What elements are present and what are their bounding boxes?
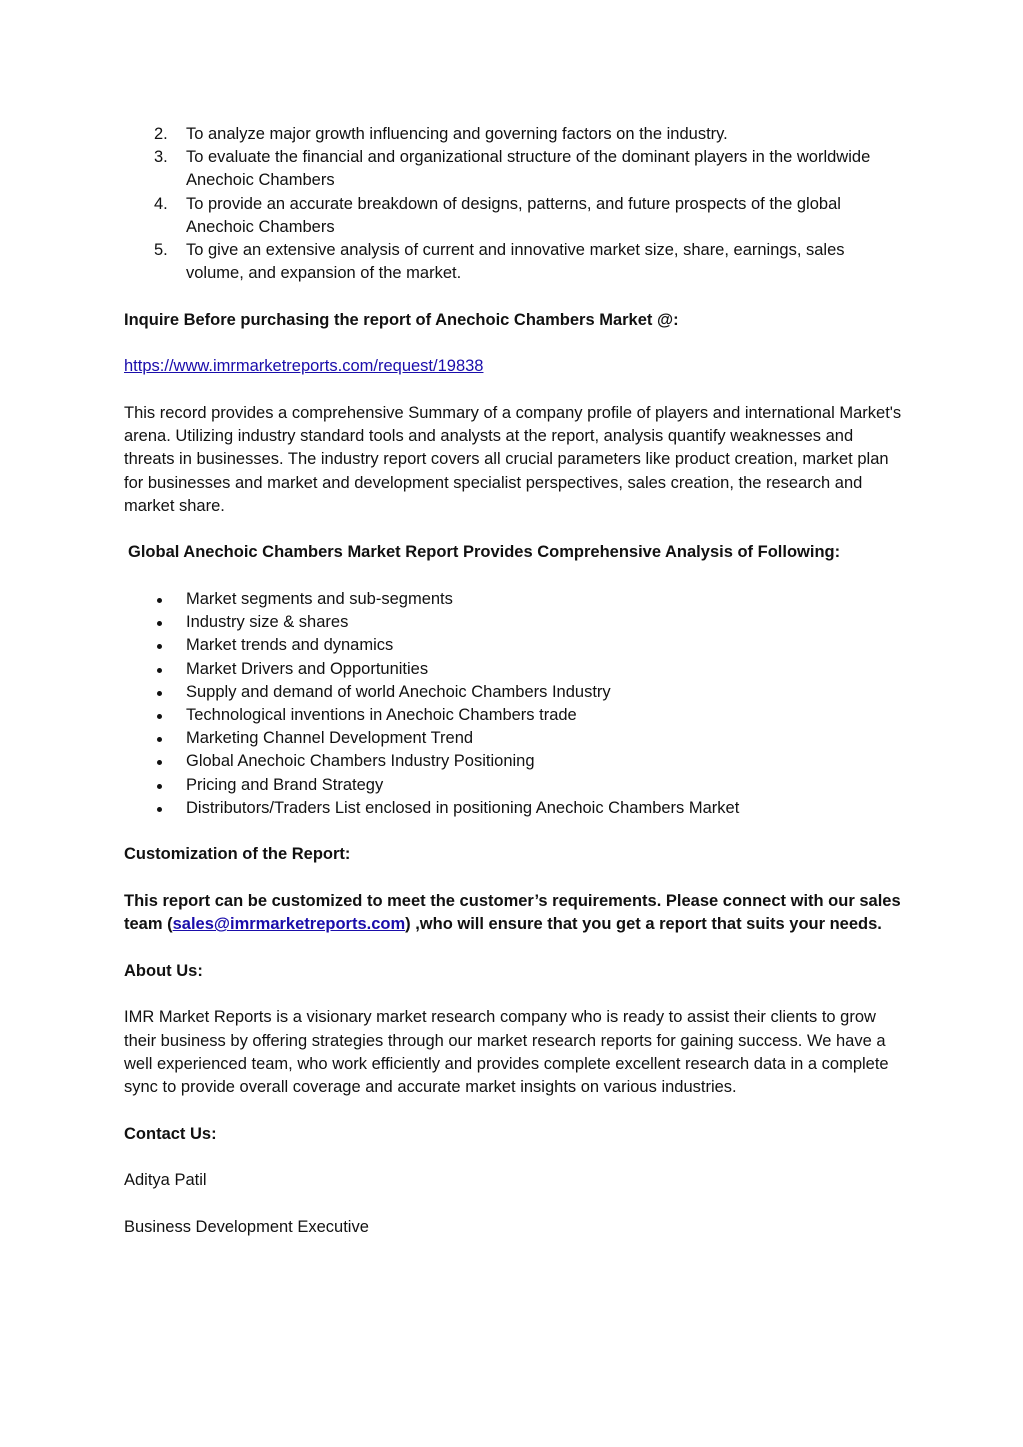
list-number: 4.	[154, 194, 168, 213]
list-item-text: Technological inventions in Anechoic Chambers trade	[186, 706, 577, 725]
sales-email-link[interactable]: sales@imrmarketreports.com	[172, 915, 406, 934]
bullet-icon	[157, 691, 162, 696]
list-item	[124, 146, 904, 192]
list-item-text: To provide an accurate breakdown of designs, patterns, and future prospects of the global Anechoic Chambers	[186, 194, 841, 236]
customization-paragraph	[124, 890, 904, 936]
customization-text-before: This report can be customized to meet the customer’s requirements. Please connect with our sales team (	[124, 892, 901, 934]
list-item-text: Distributors/Traders List enclosed in positioning Anechoic Chambers Market	[186, 798, 740, 817]
analysis-heading: Global Anechoic Chambers Market Report Provides Comprehensive Analysis of Following:	[128, 543, 841, 562]
list-item-text: Market segments and sub-segments	[186, 590, 453, 608]
list-item-text: To analyze major growth influencing and governing factors on the industry.	[186, 125, 728, 143]
list-number: 5.	[154, 241, 168, 260]
list-number: 2.	[154, 125, 168, 143]
list-item-text: Pricing and Brand Strategy	[186, 775, 384, 794]
bullet-icon	[157, 784, 162, 789]
list-item	[124, 727, 904, 750]
list-item	[124, 193, 904, 239]
list-item	[124, 611, 904, 634]
bullet-icon	[157, 714, 162, 719]
contact-title: Business Development Executive	[124, 1217, 369, 1236]
list-item-text: To give an extensive analysis of current and innovative market size, share, earnings, sales volume, and expansion of the market.	[186, 241, 845, 283]
about-paragraph: IMR Market Reports is a visionary market research company who is ready to assist their clients to grow their business by offering strategies through our market research reports for gaining success. We have a well experienced team, who work efficiently and provides complete excellent research data in a complete sync to provide overall coverage and accurate market insights on various industries.	[124, 1008, 889, 1097]
list-item-text: Supply and demand of world Anechoic Chambers Industry	[186, 682, 611, 701]
list-item	[124, 123, 904, 146]
analysis-list	[124, 588, 904, 820]
about-heading: About Us:	[124, 961, 203, 980]
list-item	[124, 774, 904, 797]
customization-text-after: ) ,who will ensure that you get a report that suits your needs.	[405, 915, 882, 934]
bullet-icon	[157, 760, 162, 765]
list-item	[124, 681, 904, 704]
list-item	[124, 634, 904, 657]
bullet-icon	[157, 598, 162, 603]
summary-paragraph: This record provides a comprehensive Summary of a company profile of players and international Market's arena. Utilizing industry standard tools and analysts at the report, analysis quantify weaknesses and threats in businesses. The industry report covers all crucial parameters like product creation, market plan for businesses and market and development specialist perspectives, sales creation, the research and market share.	[124, 404, 902, 515]
inquire-heading: Inquire Before purchasing the report of Anechoic Chambers Market @:	[124, 310, 679, 329]
list-item-text: To evaluate the financial and organizational structure of the dominant players in the worldwide Anechoic Chambers	[186, 148, 871, 190]
list-item	[124, 750, 904, 773]
list-item-text: Global Anechoic Chambers Industry Positioning	[186, 752, 535, 771]
list-number: 3.	[154, 148, 168, 167]
customization-heading: Customization of the Report:	[124, 845, 351, 864]
list-item	[124, 658, 904, 681]
list-item-text: Marketing Channel Development Trend	[186, 729, 474, 748]
list-item	[124, 239, 904, 285]
list-item	[124, 797, 904, 820]
list-item	[124, 588, 904, 611]
bullet-icon	[157, 644, 162, 649]
list-item-text: Market Drivers and Opportunities	[186, 659, 429, 678]
list-item-text: Industry size & shares	[186, 613, 349, 632]
contact-name: Aditya Patil	[124, 1171, 207, 1190]
bullet-icon	[157, 807, 162, 812]
objectives-list	[124, 123, 904, 285]
bullet-icon	[157, 737, 162, 742]
list-item-text: Market trends and dynamics	[186, 636, 394, 655]
inquire-link[interactable]: https://www.imrmarketreports.com/request/19838	[124, 357, 484, 376]
bullet-icon	[157, 668, 162, 673]
bullet-icon	[157, 621, 162, 626]
list-item	[124, 704, 904, 727]
document-body	[124, 123, 904, 1239]
contact-heading: Contact Us:	[124, 1124, 217, 1143]
